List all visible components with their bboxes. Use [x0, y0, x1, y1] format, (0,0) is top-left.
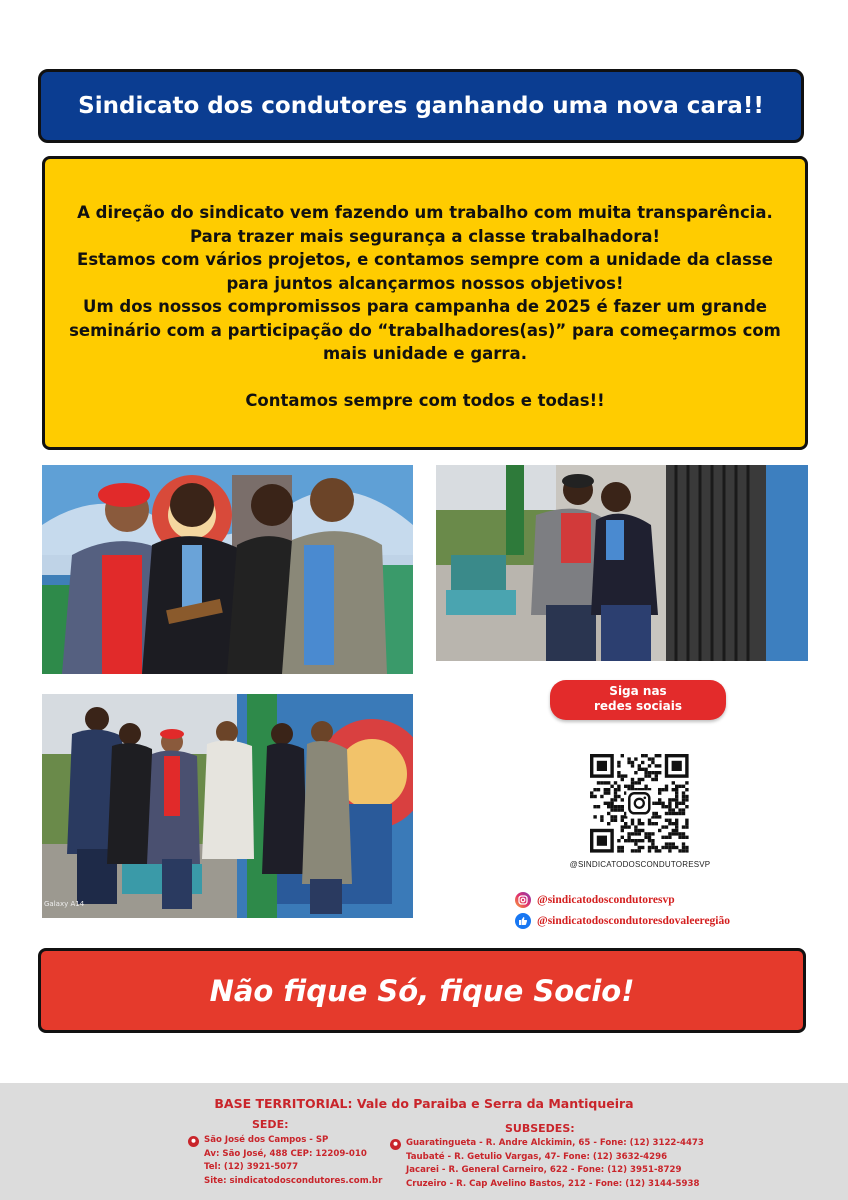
qr-handle: @SINDICATODOSCONDUTORESVP — [569, 860, 711, 869]
like-icon — [515, 913, 531, 929]
location-pin-icon — [188, 1136, 199, 1147]
subsedes-title: SUBSEDES: — [505, 1122, 575, 1135]
photo-caption: Galaxy A14 — [44, 900, 85, 908]
subsede-line: Jacarei - R. General Carneiro, 622 - Fone: (12) 3951-8729 — [406, 1165, 682, 1175]
message-line: Estamos com vários projetos, e contamos sempre com a unidade da classe — [77, 250, 773, 269]
sede-line: Tel: (12) 3921-5077 — [204, 1162, 299, 1172]
subsede-line: Guaratingueta - R. Andre Alckimin, 65 - Fone: (12) 3122-4473 — [406, 1138, 704, 1148]
facebook-link[interactable] — [515, 913, 730, 929]
cta-banner — [38, 948, 806, 1033]
subsede-line: Cruzeiro - R. Cap Avelino Bastos, 212 - Fone: (12) 3144-5938 — [406, 1178, 700, 1189]
sede-title: SEDE: — [252, 1118, 289, 1131]
page-title: Sindicato dos condutores ganhando uma nova cara!! — [78, 93, 764, 119]
message-line: para juntos alcançarmos nossos objetivos! — [226, 273, 624, 293]
message-line: Um dos nossos compromissos para campanha de 2025 é fazer um grande — [83, 297, 767, 316]
base-territorial: BASE TERRITORIAL: Vale do Paraiba e Serra da Mantiqueira — [214, 1096, 634, 1111]
sede-line[interactable]: Site: sindicatodoscondutores.com.br — [204, 1175, 383, 1186]
sede-line: São José dos Campos - SP — [204, 1135, 329, 1145]
sede-address — [204, 1134, 382, 1188]
facebook-handle: @sindicatodoscondutoresdovaleeregião — [537, 915, 731, 927]
follow-social-line2: redes sociais — [593, 699, 683, 713]
subsede-line: Taubaté - R. Getulio Vargas, 47- Fone: (12) 3632-4296 — [406, 1151, 668, 1162]
message-box — [42, 156, 808, 450]
page-title-banner — [38, 69, 804, 143]
photo-two-men — [436, 465, 808, 661]
message-closing: Contamos sempre com todos e todas!! — [245, 390, 605, 410]
sede-line: Av: São José, 488 CEP: 12209-010 — [204, 1148, 367, 1159]
subsedes-addresses — [406, 1137, 704, 1191]
instagram-handle: @sindicatodoscondutoresvp — [537, 894, 675, 906]
location-pin-icon — [390, 1139, 401, 1150]
cta-text: Não fique Só, fique Socio! — [209, 973, 635, 1008]
follow-social-button[interactable] — [550, 680, 726, 720]
instagram-icon — [515, 892, 531, 908]
follow-social-line1: Siga nas — [609, 684, 667, 698]
message-line: seminário com a participação do “trabalhadores(as)” para começarmos com — [69, 320, 781, 340]
instagram-link[interactable] — [515, 892, 675, 908]
photo-group-mural — [42, 465, 413, 674]
instagram-qr-code[interactable] — [566, 742, 706, 872]
message-line: Para trazer mais segurança a classe trabalhadora! — [189, 226, 661, 246]
message-line: A direção do sindicato vem fazendo um trabalho com muita transparência. — [77, 203, 773, 222]
message-line: mais unidade e garra. — [323, 344, 527, 363]
qr-code-icon — [566, 742, 706, 858]
photo-group-six — [42, 694, 413, 918]
